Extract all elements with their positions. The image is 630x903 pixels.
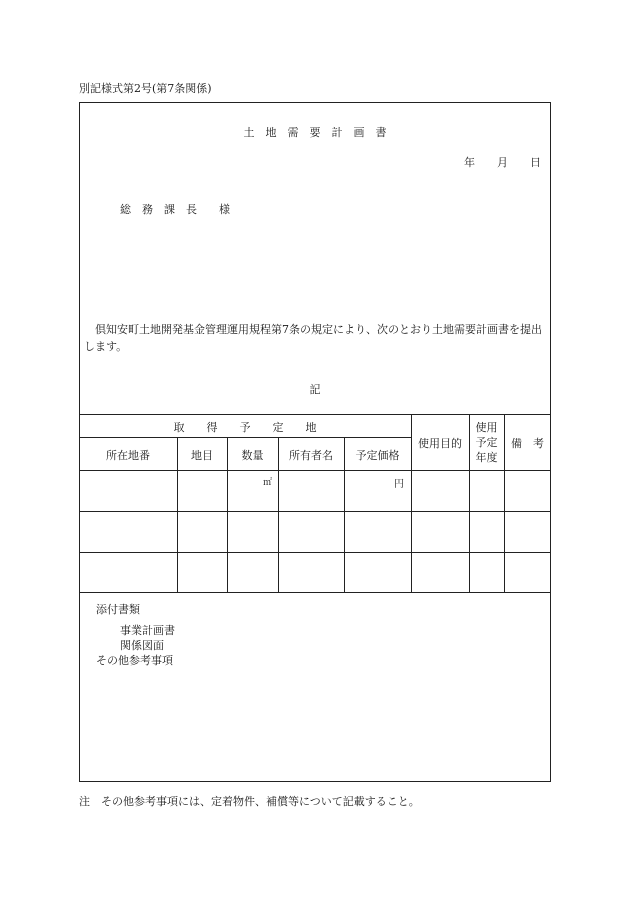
- attachment-item: 関係図面: [120, 639, 164, 652]
- col-header-year-3: 年度: [475, 451, 498, 464]
- footnote: 注 その他参考事項には、定着物件、補償等について記載すること。: [79, 795, 420, 808]
- col-header-chimoku: 地目: [191, 449, 213, 462]
- table-bottom-rule: [79, 592, 551, 593]
- table-row-rule: [79, 511, 551, 512]
- table-subheader-rule: [79, 437, 412, 438]
- other-reference: その他参考事項: [96, 654, 173, 667]
- table-row-rule: [79, 552, 551, 553]
- col-header-year-2: 予定: [475, 436, 498, 449]
- date-line: 年 月 日: [464, 156, 541, 169]
- col-header-quantity: 数量: [241, 449, 264, 462]
- unit-yen: 円: [394, 479, 404, 490]
- ki-mark: 記: [309, 383, 321, 396]
- table-header-rule: [79, 470, 551, 471]
- col-header-remarks: 備 考: [511, 437, 544, 450]
- attachment-item: 事業計画書: [120, 624, 175, 637]
- form-title: 土 地 需 要 計 画 書: [243, 126, 387, 139]
- col-header-owner: 所有者名: [289, 449, 333, 462]
- table-group-header: 取 得 予 定 地: [173, 421, 317, 434]
- addressee: 総 務 課 長 様: [120, 203, 230, 216]
- form-label: 別記様式第2号(第7条関係): [79, 82, 212, 95]
- body-text: 倶知安町土地開発基金管理運用規程第7条の規定により、次のとおり土地需要計画書を提出します。: [84, 323, 542, 353]
- col-header-year-1: 使用: [475, 421, 498, 434]
- table-top-rule: [79, 414, 551, 415]
- unit-area: ㎡: [263, 478, 273, 488]
- col-header-price: 予定価格: [355, 449, 400, 462]
- col-header-location: 所在地番: [106, 449, 150, 462]
- attachments-heading: 添付書類: [96, 603, 140, 616]
- col-header-purpose: 使用目的: [418, 437, 462, 450]
